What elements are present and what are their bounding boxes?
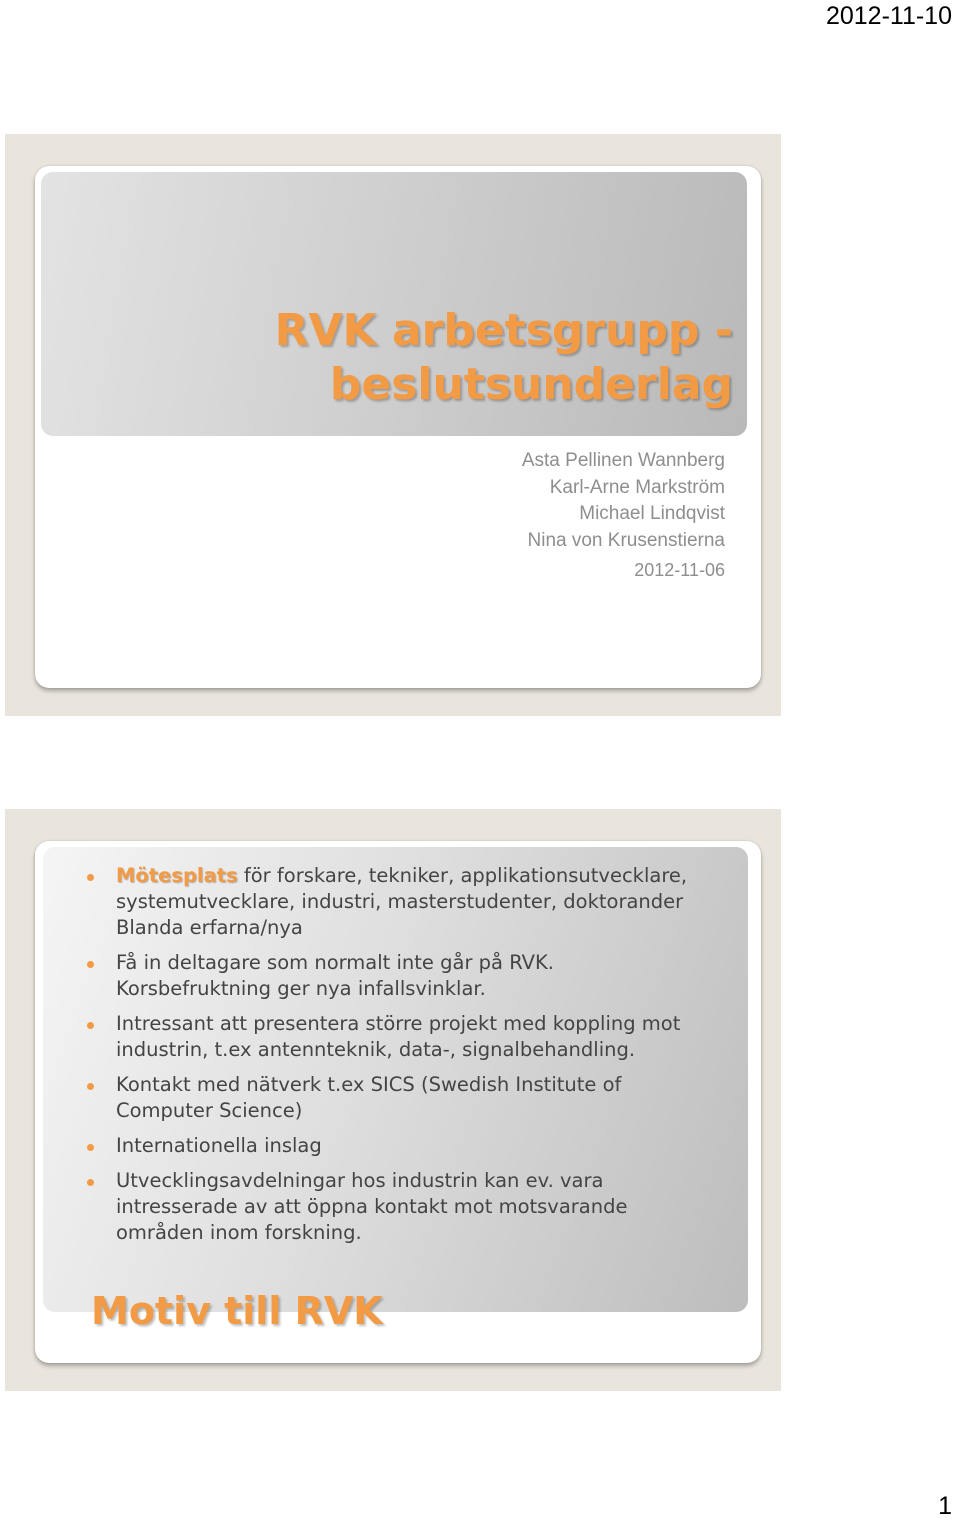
bullet-line: systemutvecklare, industri, masterstudenter, doktorander	[116, 890, 684, 913]
bullet-dot-icon	[87, 961, 94, 968]
page-date: 2012-11-10	[825, 2, 952, 30]
author-name: Asta Pellinen Wannberg	[521, 450, 725, 471]
page-number: 1	[938, 1492, 952, 1520]
bullet-line: Intressant att presentera större projekt med koppling mot	[116, 1012, 681, 1035]
bullet-dot-icon	[87, 874, 94, 881]
bullet-item	[83, 1168, 733, 1246]
bullet-item	[83, 950, 733, 1002]
bullet-line: Korsbefruktning ger nya infallsvinklar.	[116, 977, 486, 1000]
slide-1-title-line: beslutsunderlag	[329, 359, 733, 410]
slide-1	[35, 166, 761, 688]
bullet-dot-icon	[87, 1083, 94, 1090]
author-list	[522, 448, 725, 554]
bullet-line: Få in deltagare som normalt inte går på RVK.	[116, 951, 554, 974]
bullet-text: för forskare, tekniker, applikationsutvecklare,	[237, 864, 688, 887]
bullet-item	[83, 1133, 733, 1159]
bullet-line: intresserade av att öppna kontakt mot motsvarande	[116, 1195, 628, 1218]
slide-2	[35, 841, 761, 1363]
author-name: Nina von Krusenstierna	[527, 529, 725, 551]
bullet-dot-icon	[87, 1022, 94, 1029]
bullet-list	[83, 863, 733, 1255]
author-name: Michael Lindqvist	[579, 503, 725, 524]
bullet-line: Blanda erfarna/nya	[116, 916, 303, 939]
bullet-dot-icon	[87, 1144, 94, 1151]
slide-1-frame	[5, 134, 781, 716]
author-name: Karl-Arne Markström	[549, 476, 725, 498]
bullet-item	[83, 1072, 733, 1124]
bullet-line: Kontakt med nätverk t.ex SICS (Swedish Institute of	[116, 1073, 622, 1096]
slide-1-title-line: RVK arbetsgrupp -	[274, 305, 733, 356]
bullet-line: industrin, t.ex antennteknik, data-, signalbehandling.	[116, 1038, 636, 1061]
highlight-text: Mötesplats	[116, 864, 238, 887]
bullet-line: Computer Science)	[116, 1099, 303, 1122]
bullet-item	[83, 1011, 733, 1063]
bullet-item	[83, 863, 733, 941]
bullet-dot-icon	[87, 1179, 94, 1186]
slide-2-title: Motiv till RVK	[91, 1289, 383, 1333]
slide-1-date: 2012-11-06	[634, 560, 725, 580]
bullet-line	[116, 863, 733, 889]
bullet-line: områden inom forskning.	[116, 1221, 362, 1244]
slide-1-title	[93, 304, 733, 412]
bullet-line: Internationella inslag	[116, 1134, 322, 1157]
bullet-line: Utvecklingsavdelningar hos industrin kan ev. vara	[116, 1169, 604, 1192]
slide-2-frame	[5, 809, 781, 1391]
